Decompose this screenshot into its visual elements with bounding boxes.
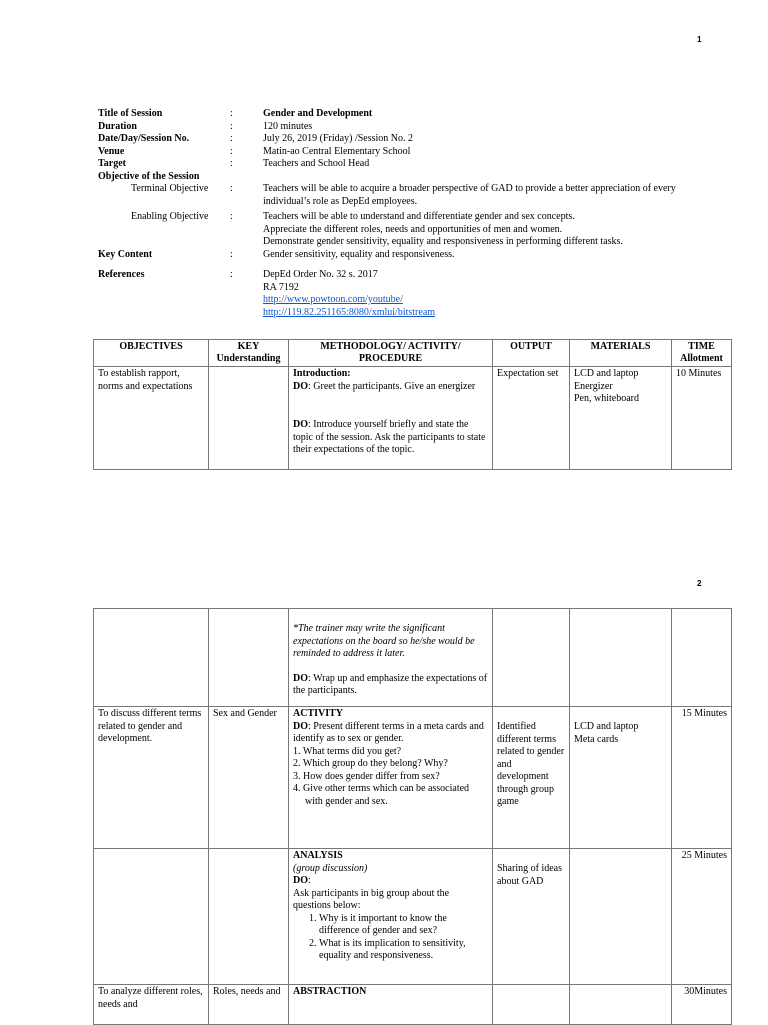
enabling-line: Teachers will be able to understand and differentiate gender and sex concepts. [263,211,575,222]
info-row-title [98,108,718,121]
table-row [94,609,732,707]
info-value [263,269,718,319]
info-label: References [98,269,145,280]
info-row-date [98,133,718,146]
do-text: : Greet the participants. Give an energizer [308,380,476,392]
info-colon: : [230,158,233,169]
objective-cell [94,609,209,707]
materials-cell [570,367,672,470]
list-item: 4. Give other terms which can be associated [293,783,470,794]
list-item: 2. What is its implication to sensitivity, equality and responsiveness. [319,938,488,963]
enabling-line: Appreciate the different roles, needs and opportunities of men and women. [263,223,563,235]
time-cell: 30Minutes [672,985,732,1025]
do-label: DO [293,419,308,430]
analysis-heading: ANALYSIS [293,850,343,861]
do-label: DO [293,720,308,732]
info-colon: : [230,269,233,280]
reference-link[interactable]: http://www.powtoon.com/youtube/ [263,294,403,305]
material-item: Energizer [574,380,613,392]
info-label: Date/Day/Session No. [98,133,190,144]
do-text: : Present different terms in a meta cards and identify as to sex or gender. [293,720,484,744]
session-info [98,108,718,319]
reference-line: RA 7192 [263,281,299,293]
table-row [94,707,732,849]
session-table-page1 [93,339,732,470]
info-label: Key Content [98,248,153,260]
methodology-cell [289,609,493,707]
info-label: Venue [98,145,125,157]
output-cell [493,609,570,707]
info-value: Teachers and School Head [263,158,370,169]
do-line [293,419,488,457]
do-text: : Introduce yourself briefly and state the topic of the session. Ask the participants to state their expectations of the topic. [293,419,486,455]
material-item: Pen, whiteboard [574,393,639,404]
do-line [293,721,488,746]
output-cell [493,985,570,1025]
info-label: Target [98,158,126,169]
list-item: with gender and sex. [305,795,388,807]
info-colon: : [230,133,233,144]
methodology-cell [289,367,493,470]
info-value: 120 minutes [263,120,313,132]
time-cell: 25 Minutes [672,849,732,985]
info-row-enabling [98,211,718,249]
time-cell [672,609,732,707]
abstraction-heading: ABSTRACTION [293,986,367,997]
objective-cell [94,849,209,985]
session-table-page2 [93,608,732,1025]
table-row [94,985,732,1025]
info-label: Duration [98,120,137,132]
header-materials: MATERIALS [570,340,672,367]
objective-cell: To discuss different terms related to gender and development. [94,707,209,849]
reference-line: DepEd Order No. 32 s. 2017 [263,269,378,280]
info-colon: : [230,248,233,260]
material-item: LCD and laptop [574,368,639,379]
info-label: Title of Session [98,108,163,119]
do-label: DO [293,672,308,684]
header-objectives: OBJECTIVES [94,340,209,367]
material-item: LCD and laptop [574,721,639,732]
output-cell: Sharing of ideas about GAD [493,849,570,985]
info-value: July 26, 2019 (Friday) /Session No. 2 [263,133,413,144]
methodology-cell [289,985,493,1025]
key-cell [209,849,289,985]
info-label: Enabling Objective [131,211,209,222]
objective-cell: To establish rapport, norms and expectations [94,367,209,470]
info-row-target [98,158,718,171]
info-colon: : [230,120,233,132]
info-value: Gender sensitivity, equality and responsiveness. [263,248,455,260]
analysis-subheading: (group discussion) [293,862,368,874]
materials-cell [570,985,672,1025]
do-text: : [308,875,311,886]
info-colon: : [230,145,233,157]
key-cell [209,609,289,707]
header-methodology: METHODOLOGY/ ACTIVITY/ PROCEDURE [289,340,493,367]
enabling-line: Demonstrate gender sensitivity, equality and responsiveness in performing different tasks. [263,236,623,247]
info-row-key-content [98,249,718,262]
key-cell: Sex and Gender [209,707,289,849]
output-cell: Identified different terms related to gender and development through group game [493,707,570,849]
list-item: 1. Why is it important to know the difference of gender and sex? [319,913,488,938]
header-time: TIME Allotment [672,340,732,367]
info-colon: : [230,183,233,194]
list-item: 1. What terms did you get? [293,745,402,757]
info-row-duration [98,121,718,134]
do-label: DO [293,875,308,886]
header-key: KEY Understanding [209,340,289,367]
info-value: Teachers will be able to acquire a broader perspective of GAD to provide a better appreciation of every individual’s role as DepEd employees. [263,183,676,207]
page-number: 2 [697,579,702,588]
info-value [263,211,718,249]
methodology-cell [289,707,493,849]
header-output: OUTPUT [493,340,570,367]
material-item: Meta cards [574,733,619,745]
info-row-terminal [98,183,718,208]
do-line [293,673,488,698]
table-row [94,849,732,985]
output-cell: Expectation set [493,367,570,470]
intro-heading: Introduction: [293,368,351,379]
info-colon: : [230,108,233,119]
list-item: 3. How does gender differ from sex? [293,770,440,782]
info-row-venue [98,146,718,159]
trainer-note: *The trainer may write the significant expectations on the board so he/she would be reminded to address it later. [293,623,475,659]
key-cell: Roles, needs and [209,985,289,1025]
info-label: Terminal Objective [131,183,209,194]
time-cell: 15 Minutes [672,707,732,849]
analysis-text: Ask participants in big group about the questions below: [293,887,450,911]
time-cell: 10 Minutes [672,367,732,470]
page-number: 1 [697,35,702,44]
key-cell [209,367,289,470]
reference-link[interactable]: http://119.82.251165:8080/xmlui/bitstream [263,306,436,318]
table-header-row [94,340,732,367]
do-line [293,381,488,394]
table-row [94,367,732,470]
do-label: DO [293,380,308,392]
materials-cell [570,849,672,985]
question-list [293,913,488,963]
do-text: : Wrap up and emphasize the expectations of the participants. [293,672,488,696]
info-value: Gender and Development [263,108,373,119]
materials-cell [570,707,672,849]
do-line [293,875,488,888]
materials-cell [570,609,672,707]
info-colon: : [230,211,233,222]
activity-heading: ACTIVITY [293,708,344,719]
info-value: Matin-ao Central Elementary School [263,145,411,157]
objective-heading: Objective of the Session [98,170,200,182]
info-row-references [98,269,718,319]
methodology-cell [289,849,493,985]
list-item: 2. Which group do they belong? Why? [293,758,448,769]
objective-cell: To analyze different roles, needs and [94,985,209,1025]
